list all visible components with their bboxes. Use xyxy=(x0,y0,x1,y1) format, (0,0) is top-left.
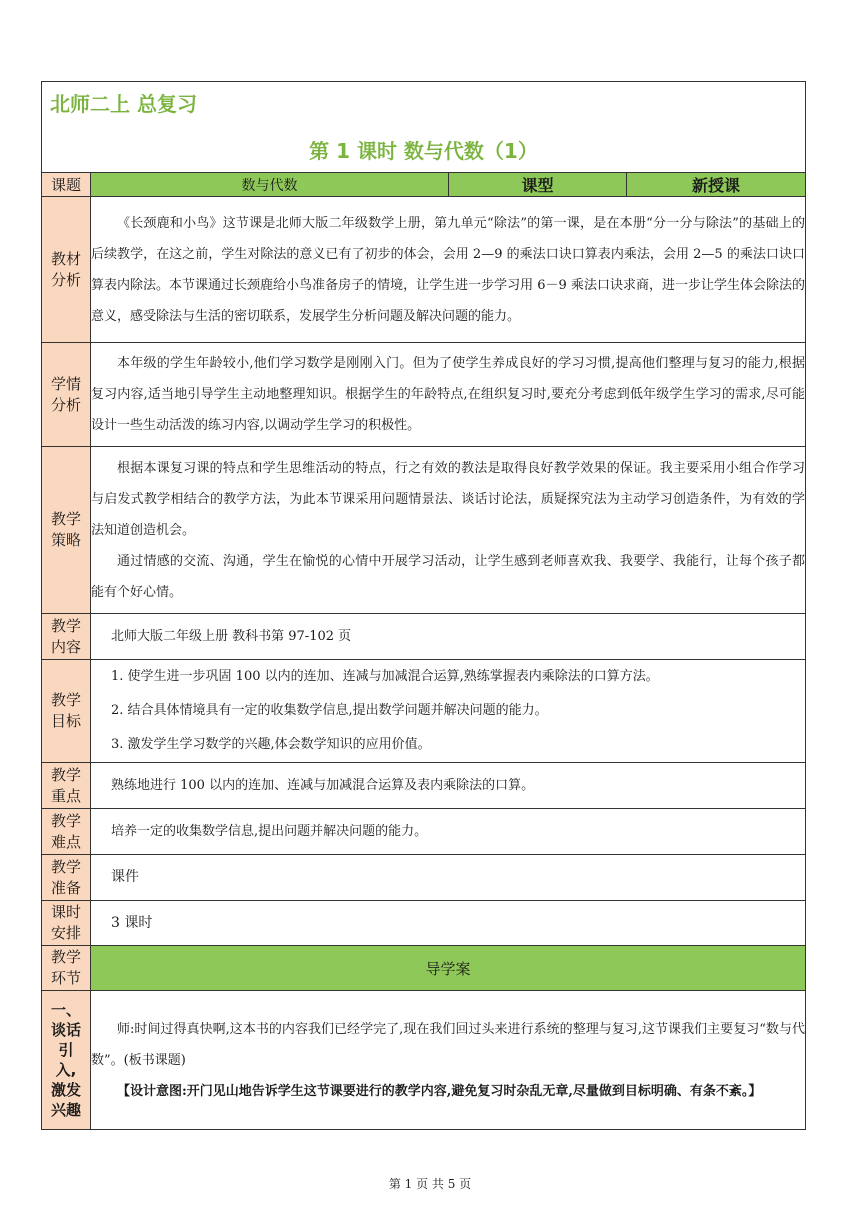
key-text: 熟练地进行 100 以内的连加、连减与加减混合运算及表内乘除法的口算。 xyxy=(91,763,806,809)
type-value: 新授课 xyxy=(627,173,806,197)
intro-text: 师:时间过得真快啊,这本书的内容我们已经学完了,现在我们回过头来进行系统的整理与复习,这节课我们主要复习“数与代数”。(板书课题) 【设计意图:开门见山地告诉学生这节课要进行的教学内容,避免复习时杂乱无章,尽量做到目标明确、有条不紊。】 xyxy=(91,991,806,1130)
topic-label: 课题 xyxy=(42,173,91,197)
goals-row xyxy=(42,660,806,763)
content-label: 教学 内容 xyxy=(42,614,91,660)
stage-label: 教学 环节 xyxy=(42,946,91,991)
topic-value: 数与代数 xyxy=(91,173,449,197)
key-label: 教学 重点 xyxy=(42,763,91,809)
goals-list xyxy=(91,660,806,763)
doc-title: 北师二上 总复习 xyxy=(50,92,197,116)
intro-label: 一、 谈话 引 入, 激发 兴趣 xyxy=(42,991,91,1130)
prep-row xyxy=(42,855,806,901)
guide-header: 导学案 xyxy=(91,946,806,991)
strategy-text: 根据本课复习课的特点和学生思维活动的特点，行之有效的教法是取得良好教学效果的保证。我主要采用小组合作学习与启发式教学相结合的教学方法，为此本节课采用问题情景法、谈话讨论法，质疑探究法为主动学习创造条件，为有效的学法知道创造机会。 通过情感的交流、沟通，学生在愉悦的心情中开展学习活动，让学生感到老师喜欢我、我要学、我能行，让每个孩子都能有个好心情。 xyxy=(91,447,806,614)
goal-item: 2. 结合具体情境具有一定的收集数学信息,提出数学问题并解决问题的能力。 xyxy=(111,703,548,718)
title-cell xyxy=(42,82,806,173)
schedule-row xyxy=(42,901,806,946)
content-row xyxy=(42,614,806,660)
goal-item: 1. 使学生进一步巩固 100 以内的连加、连减与加减混合运算,熟练掌握表内乘除法的口算方法。 xyxy=(111,669,659,684)
difficulty-label: 教学 难点 xyxy=(42,809,91,855)
prep-label: 教学 准备 xyxy=(42,855,91,901)
material-row xyxy=(42,197,806,343)
difficulty-text: 培养一定的收集数学信息,提出问题并解决问题的能力。 xyxy=(91,809,806,855)
difficulty-row xyxy=(42,809,806,855)
page-footer: 第 1 页 共 5 页 xyxy=(388,1177,472,1191)
student-text: 本年级的学生年龄较小,他们学习数学是刚刚入门。但为了使学生养成良好的学习习惯,提高他们整理与复习的能力,根据复习内容,适当地引导学生主动地整理知识。根据学生的年龄特点,在组织复习时,要充分考虑到低年级学生学习的需求,尽可能设计一些生动活泼的练习内容,以调动学生学习的积极性。 xyxy=(91,343,806,447)
student-row xyxy=(42,343,806,447)
key-row xyxy=(42,763,806,809)
strategy-label: 教学 策略 xyxy=(42,447,91,614)
intro-row xyxy=(42,991,806,1130)
strategy-row xyxy=(42,447,806,614)
content-text: 北师大版二年级上册 教科书第 97-102 页 xyxy=(91,614,806,660)
prep-text: 课件 xyxy=(91,855,806,901)
stage-row xyxy=(42,946,806,991)
goal-item: 3. 激发学生学习数学的兴趣,体会数学知识的应用价值。 xyxy=(111,737,431,752)
header-row xyxy=(42,173,806,197)
student-label: 学情 分析 xyxy=(42,343,91,447)
schedule-text: 3 课时 xyxy=(91,901,806,946)
material-label: 教材 分析 xyxy=(42,197,91,343)
goals-label: 教学 目标 xyxy=(42,660,91,763)
lesson-plan-table xyxy=(41,81,806,1130)
schedule-label: 课时 安排 xyxy=(42,901,91,946)
type-label: 课型 xyxy=(449,173,627,197)
material-text: 《长颈鹿和小鸟》这节课是北师大版二年级数学上册，第九单元“除法”的第一课，是在本册“分一分与除法”的基础上的后续教学，在这之前，学生对除法的意义已有了初步的体会，会用 2—9 的乘法口诀口算表内乘法，会用 2—5 的乘法口诀口算表内除法。本节课通过长颈鹿给小鸟准备房子的情境，让学生进一步学习用 6－9 乘法口诀求商，进一步让学生体会除法的意义，感受除法与生活的密切联系，发展学生分析问题及解决问题的能力。 xyxy=(91,197,806,343)
lesson-title: 第 1 课时 数与代数（1） xyxy=(309,139,538,163)
